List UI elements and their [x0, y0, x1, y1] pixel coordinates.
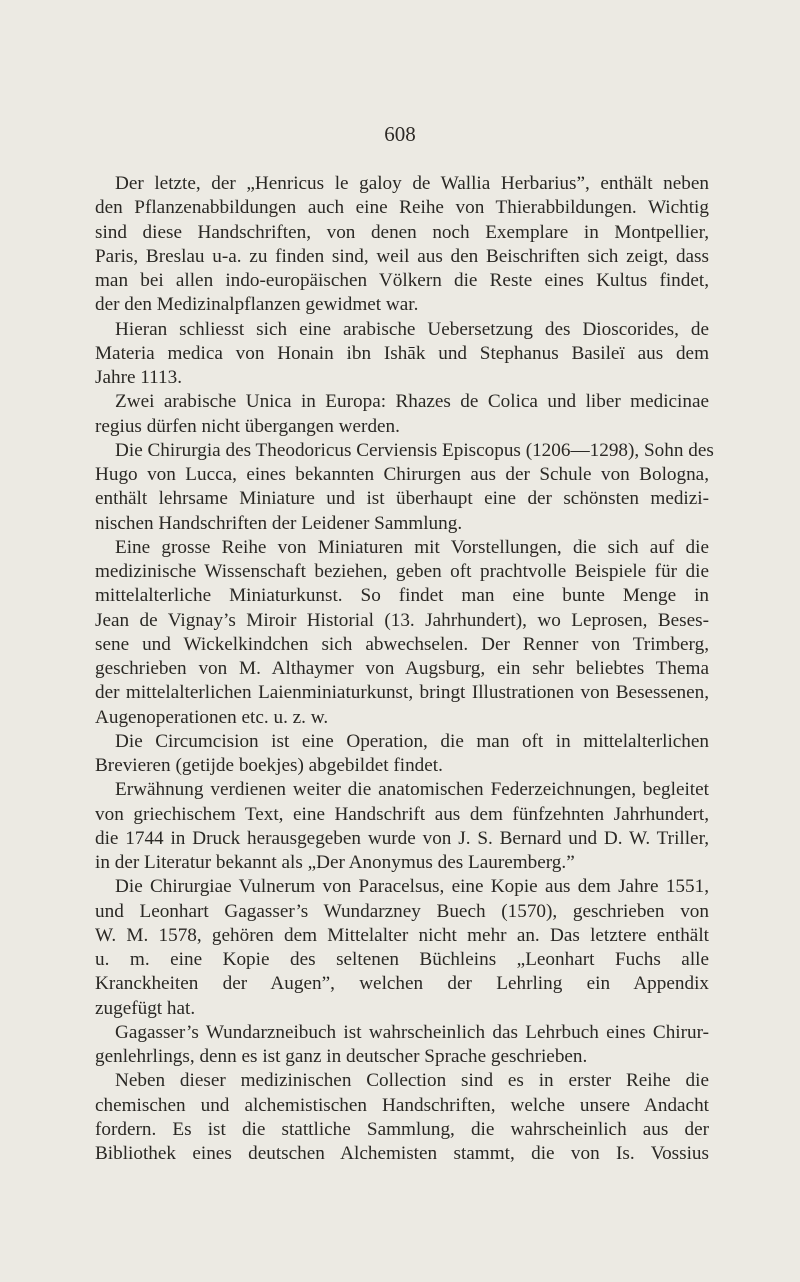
text-line: der mittelalterlichen Laienminiaturkunst, bringt Illustrationen von Besessenen, [95, 682, 709, 704]
paragraph [95, 318, 709, 391]
text-line: Jean de Vignay’s Miroir Historial (13. Jahrhundert), wo Leprosen, Beses- [95, 609, 709, 631]
text-line: sind diese Handschriften, von denen noch Exemplare in Montpellier, [95, 221, 709, 243]
text-line: zugefügt hat. [95, 997, 196, 1019]
text-line: den Pflanzenabbildungen auch eine Reihe von Thierabbildungen. Wichtig [95, 197, 709, 219]
text-line: Eine grosse Reihe von Miniaturen mit Vorstellungen, die sich auf die [115, 536, 709, 558]
text-line: nischen Handschriften der Leidener Sammlung. [95, 512, 463, 534]
paragraph [95, 439, 714, 536]
text-line: Die Chirurgia des Theodoricus Cerviensis Episcopus (1206—1298), Sohn des [115, 439, 714, 461]
text-line: chemischen und alchemistischen Handschriften, welche unsere Andacht [95, 1094, 709, 1116]
text-line: man bei allen indo-europäischen Völkern die Reste eines Kultus findet, [95, 270, 709, 291]
text-line: von griechischem Text, eine Handschrift aus dem fünfzehnten Jahrhundert, [95, 803, 709, 825]
text-line: Die Chirurgiae Vulnerum von Paracelsus, eine Kopie aus dem Jahre 1551, [115, 876, 709, 898]
text-line: Der letzte, der „Henricus le galoy de Wallia Herbarius”, enthält neben [115, 173, 709, 194]
paragraph [95, 1021, 709, 1070]
text-line: u. m. eine Kopie des seltenen Büchleins „Leonhart Fuchs alle [95, 949, 709, 970]
text-line: Jahre 1113. [95, 367, 183, 388]
text-line: in der Literatur bekannt als „Der Anonymus des Lauremberg.” [95, 852, 575, 873]
paragraph [95, 172, 709, 318]
text-line: geschrieben von M. Althaymer von Augsburg, ein sehr beliebtes Thema [95, 658, 709, 679]
text-line: Erwähnung verdienen weiter die anatomischen Federzeichnungen, begleitet [115, 779, 709, 801]
text-line: medizinische Wissenschaft beziehen, geben oft prachtvolle Beispiele für die [95, 561, 709, 582]
text-line: Gagasser’s Wundarzneibuch ist wahrscheinlich das Lehrbuch eines Chirur- [115, 1021, 709, 1043]
text-line: sene und Wickelkindchen sich abwechselen. Der Renner von Trimberg, [95, 633, 709, 655]
text-line: Paris, Breslau u-a. zu finden sind, weil aus den Beischriften sich zeigt, dass [95, 245, 709, 267]
text-line: der den Medizinalpflanzen gewidmet war. [95, 294, 419, 316]
text-line: Hugo von Lucca, eines bekannten Chirurgen aus der Schule von Bologna, [95, 464, 709, 485]
text-line: Die Circumcision ist eine Operation, die man oft in mittelalterlichen [115, 730, 709, 752]
text-line: regius dürfen nicht übergangen werden. [95, 415, 400, 437]
paragraph [95, 778, 709, 875]
paragraph [95, 1069, 709, 1166]
text-line: Bibliothek eines deutschen Alchemisten stammt, die von Is. Vossius [95, 1143, 709, 1164]
paragraph [95, 390, 709, 439]
paragraph [95, 875, 709, 1021]
text-line: Kranckheiten der Augen”, welchen der Lehrling ein Appendix [95, 973, 709, 995]
body-text [95, 172, 714, 1166]
paragraph [95, 536, 709, 730]
text-line: Neben dieser medizinischen Collection sind es in erster Reihe die [115, 1070, 709, 1092]
text-line: genlehrlings, denn es ist ganz in deutscher Sprache geschrieben. [95, 1046, 588, 1067]
text-line: mittelalterliche Miniaturkunst. So findet man eine bunte Menge in [95, 585, 709, 607]
text-line: Augenoperationen etc. u. z. w. [95, 706, 329, 728]
text-line: Brevieren (getijde boekjes) abgebildet findet. [95, 755, 443, 776]
page-number: 608 [384, 122, 416, 146]
text-line: W. M. 1578, gehören dem Mittelalter nicht mehr an. Das letztere enthält [95, 924, 709, 946]
paragraph [95, 730, 709, 779]
text-line: Zwei arabische Unica in Europa: Rhazes de Colica und liber medicinae [115, 391, 709, 413]
text-line: und Leonhart Gagasser’s Wundarzney Buech (1570), geschrieben von [95, 900, 709, 922]
text-line: Materia medica von Honain ibn Ishāk und Stephanus Basileï aus dem [95, 342, 709, 364]
text-line: die 1744 in Druck herausgegeben wurde von J. S. Bernard und D. W. Triller, [95, 827, 709, 849]
text-line: fordern. Es ist die stattliche Sammlung, die wahrscheinlich aus der [95, 1118, 709, 1140]
text-line: enthält lehrsame Miniature und ist überhaupt eine der schönsten medizi- [95, 488, 709, 510]
text-line: Hieran schliesst sich eine arabische Uebersetzung des Dioscorides, de [115, 318, 709, 340]
